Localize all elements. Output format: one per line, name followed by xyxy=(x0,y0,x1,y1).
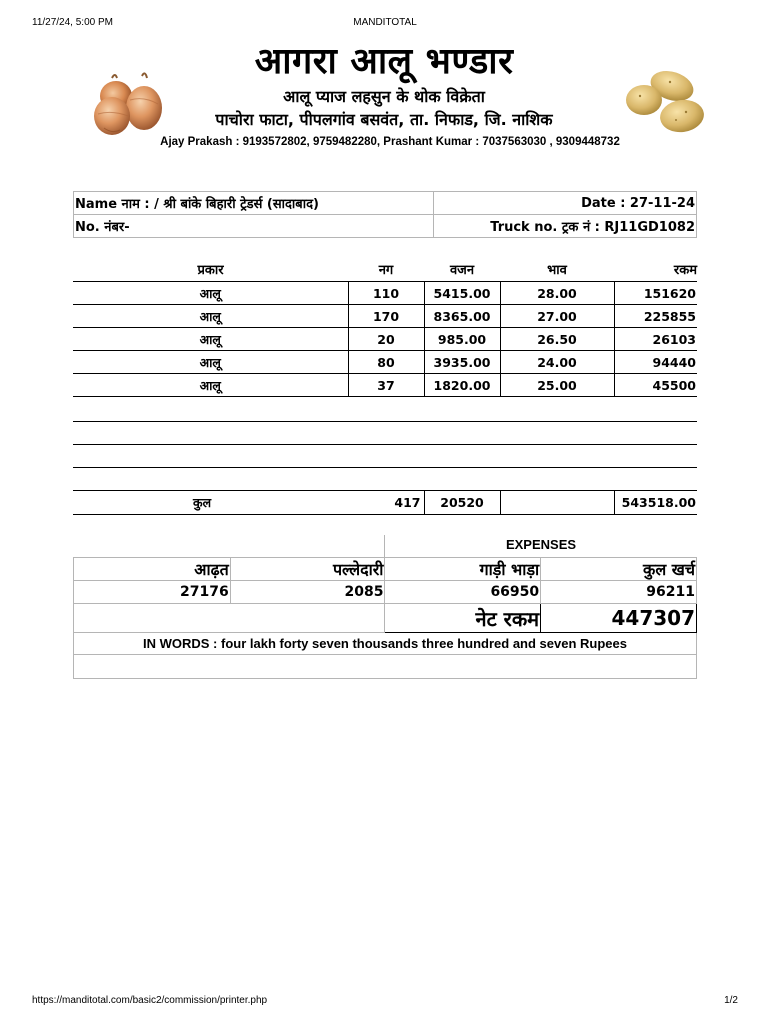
shop-contacts: Ajay Prakash : 9193572802, 9759482280, Prashant Kumar : 7037563030 , 9309448732 xyxy=(160,136,620,148)
item-weight: 3935.00 xyxy=(424,351,500,374)
item-qty: 110 xyxy=(348,282,424,305)
header-amount: रकम xyxy=(673,263,697,278)
header-weight: वजन xyxy=(449,263,475,278)
net-amount-label: नेट रकम xyxy=(385,604,541,633)
item-rate: 28.00 xyxy=(500,282,614,305)
item-amount: 151620 xyxy=(614,282,697,305)
item-rate: 26.50 xyxy=(500,328,614,351)
print-header xyxy=(32,17,738,31)
item-amount: 45500 xyxy=(614,374,697,397)
empty-row xyxy=(74,655,697,679)
total-weight: 20520 xyxy=(424,491,500,515)
item-weight: 8365.00 xyxy=(424,305,500,328)
print-footer xyxy=(32,995,738,1009)
expense-total-value: 96211 xyxy=(541,581,697,604)
header-rate: भाव xyxy=(547,263,567,278)
item-rate: 24.00 xyxy=(500,351,614,374)
amount-in-words: IN WORDS : four lakh forty seven thousands three hundred and seven Rupees xyxy=(74,633,697,655)
expense-commission-value: 27176 xyxy=(74,581,231,604)
expense-header-commission: आढ़त xyxy=(74,558,231,581)
page-number: 1/2 xyxy=(724,995,738,1006)
expense-header-total: कुल खर्च xyxy=(541,558,697,581)
table-row xyxy=(73,328,697,351)
item-type: आलू xyxy=(73,305,348,328)
total-rate-blank xyxy=(500,491,614,515)
item-type: आलू xyxy=(73,351,348,374)
onions-image xyxy=(90,70,165,138)
total-amount: 543518.00 xyxy=(614,491,697,515)
item-weight: 985.00 xyxy=(424,328,500,351)
item-type: आलू xyxy=(73,282,348,305)
blank-row-line xyxy=(73,421,697,422)
shop-title: आगरा आलू भण्डार xyxy=(254,41,514,82)
items-table xyxy=(73,281,697,397)
item-rate: 27.00 xyxy=(500,305,614,328)
truck-number: Truck no. ट्रक नं : RJ11GD1082 xyxy=(434,215,697,238)
expense-labour-value: 2085 xyxy=(230,581,385,604)
item-amount: 26103 xyxy=(614,328,697,351)
header-type: प्रकार xyxy=(197,263,224,278)
table-row xyxy=(73,282,697,305)
party-name: Name नाम : / श्री बांके बिहारी ट्रेडर्स (सादाबाद) xyxy=(74,192,434,215)
items-header xyxy=(73,260,697,280)
bill-number: No. नंबर- xyxy=(74,215,434,238)
potatoes-image xyxy=(624,68,708,136)
shop-subtitle: आलू प्याज लहसुन के थोक विक्रेता xyxy=(283,87,485,106)
print-datetime: 11/27/24, 5:00 PM xyxy=(32,17,113,28)
net-amount-value: 447307 xyxy=(541,604,697,633)
expenses-title: EXPENSES xyxy=(505,537,577,552)
item-amount: 94440 xyxy=(614,351,697,374)
item-amount: 225855 xyxy=(614,305,697,328)
net-blank-cell xyxy=(74,604,385,633)
table-row xyxy=(73,305,697,328)
table-row xyxy=(73,351,697,374)
expense-freight-value: 66950 xyxy=(385,581,541,604)
expenses-table xyxy=(73,557,697,679)
blank-row-line xyxy=(73,467,697,468)
print-site-name: MANDITOTAL xyxy=(353,17,417,28)
totals-row xyxy=(73,491,697,515)
bill-info-table xyxy=(73,191,697,238)
table-row xyxy=(73,374,697,397)
item-rate: 25.00 xyxy=(500,374,614,397)
print-url: https://manditotal.com/basic2/commission/printer.php xyxy=(32,995,268,1006)
blank-row-line xyxy=(73,444,697,445)
item-weight: 5415.00 xyxy=(424,282,500,305)
item-qty: 20 xyxy=(348,328,424,351)
bill-date: Date : 27-11-24 xyxy=(434,192,697,215)
header-qty: नग xyxy=(378,263,394,278)
expense-header-freight: गाड़ी भाड़ा xyxy=(385,558,541,581)
item-type: आलू xyxy=(73,374,348,397)
total-label: कुल xyxy=(73,491,348,515)
shop-address: पाचोरा फाटा, पीपलगांव बसवंत, ता. निफाड, जि. नाशिक xyxy=(215,110,553,129)
item-type: आलू xyxy=(73,328,348,351)
item-qty: 170 xyxy=(348,305,424,328)
item-qty: 80 xyxy=(348,351,424,374)
expense-header-labour: पल्लेदारी xyxy=(230,558,385,581)
total-qty: 417 xyxy=(348,491,424,515)
totals-table xyxy=(73,490,697,515)
item-weight: 1820.00 xyxy=(424,374,500,397)
item-qty: 37 xyxy=(348,374,424,397)
